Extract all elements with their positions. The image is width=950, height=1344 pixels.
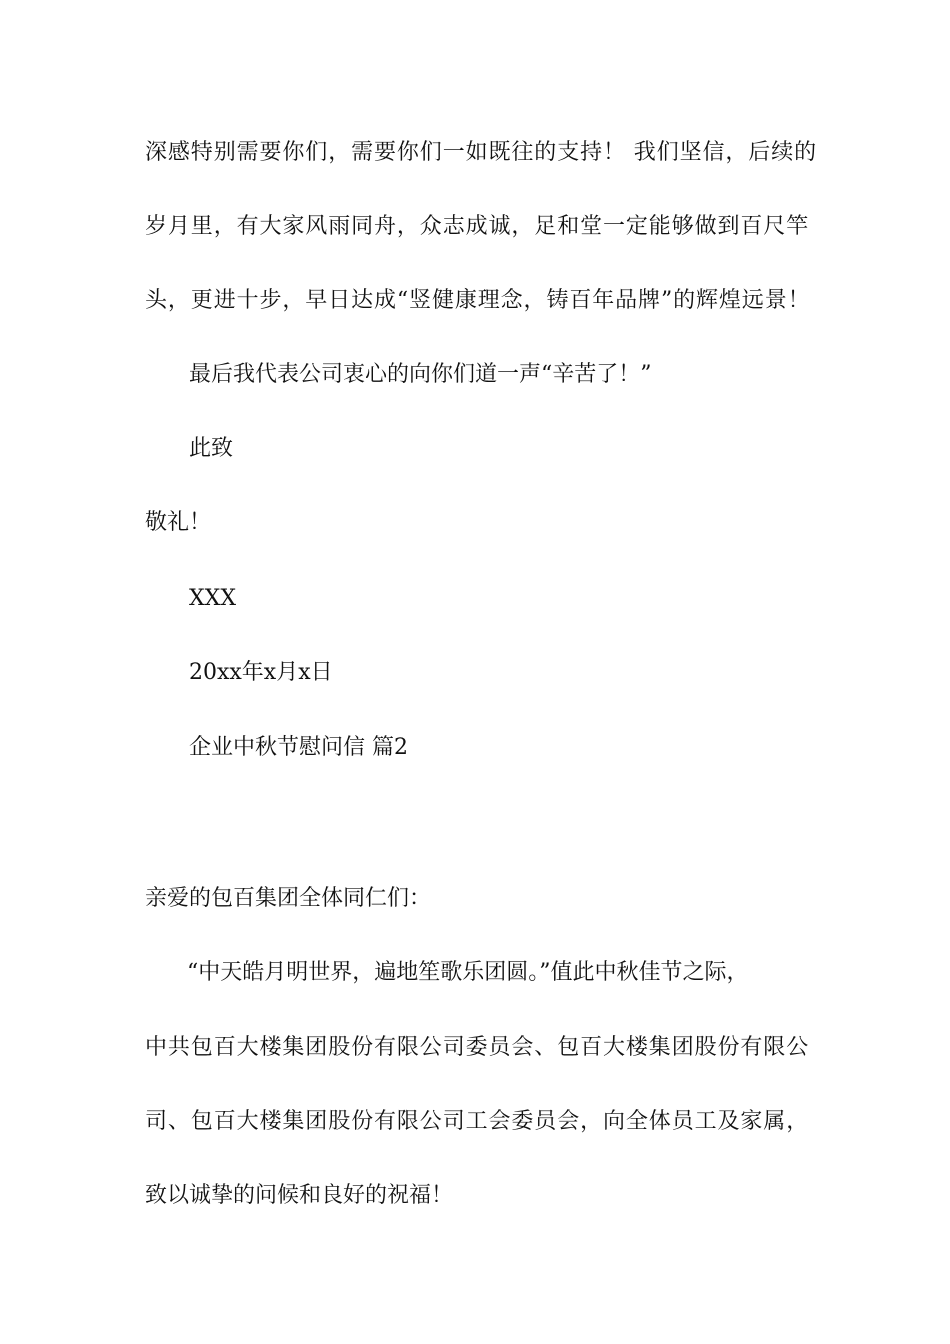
signature-name: XXX: [189, 586, 236, 611]
body-line-2: 岁月里，有大家风雨同舟，众志成诚，足和堂一定能够做到百尺竿: [145, 214, 810, 239]
body-line-4: “中天皓月明世界，遍地笙歌乐团圆。”值此中秋佳节之际，: [187, 960, 749, 985]
body-line-3: 头，更进十步，早日达成“竖健康理念，铸百年品牌”的辉煌远景！: [145, 288, 811, 313]
body-line-6: 司、包百大楼集团股份有限公司工会委员会，向全体员工及家属，: [145, 1109, 810, 1134]
salutation-cizhi: 此致: [189, 436, 234, 461]
body-line-5: 中共包百大楼集团股份有限公司委员会、包百大楼集团股份有限公: [145, 1035, 810, 1060]
body-line-1: 深感特别需要你们，需要你们一如既往的支持！ 我们坚信，后续的: [145, 140, 817, 165]
signature-date: 20xx年x月x日: [189, 660, 333, 685]
body-line-7: 致以诚挚的问候和良好的祝福！: [145, 1183, 454, 1208]
letter-greeting: 亲爱的包百集团全体同仁们：: [145, 886, 432, 911]
section-title: 企业中秋节慰问信 篇2: [189, 735, 408, 760]
closing-thanks-line: 最后我代表公司衷心的向你们道一声“辛苦了！”: [189, 362, 652, 387]
salutation-jingli: 敬礼！: [145, 510, 212, 535]
